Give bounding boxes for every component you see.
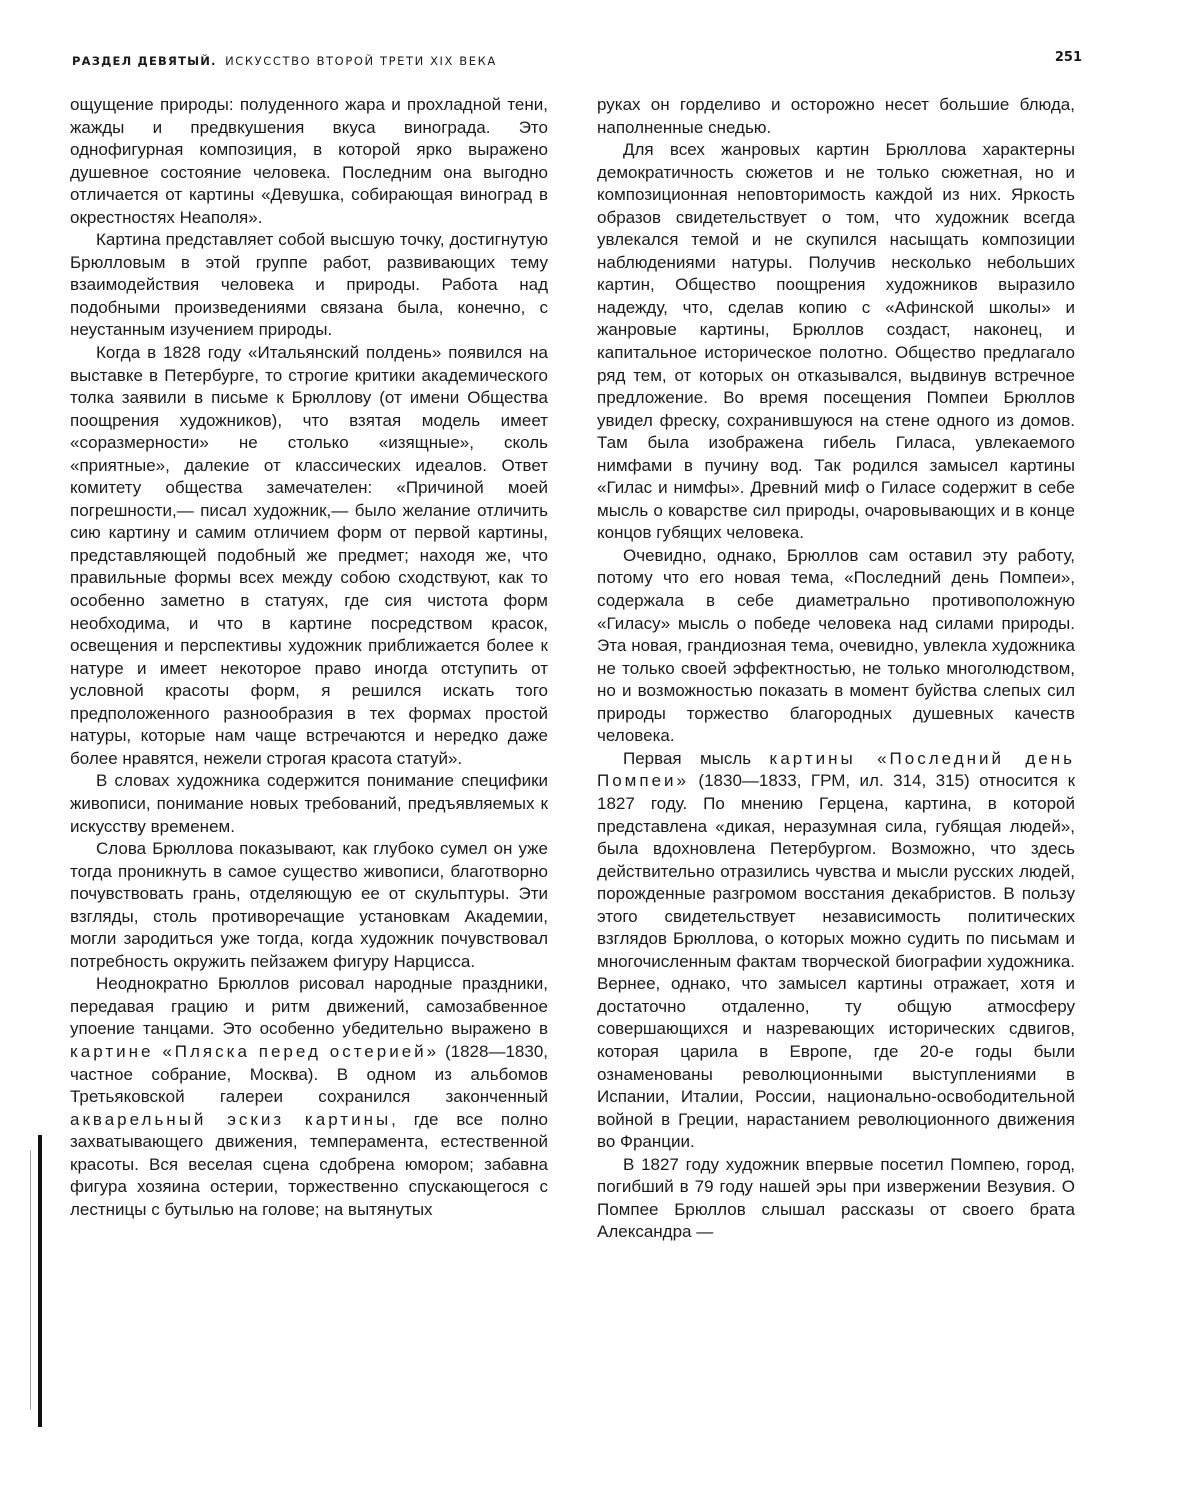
paragraph: Для всех жанровых картин Брюллова характерны демократичность сюжетов и не только сюжетная, но и композиционная неповторимость каждой из них. Яркость образов свидетельствует о том, что художник всегда увлекался темой и не скупился насыщать композиции наблюдениями натуры. Получив несколько небольших картин, Общество поощрения художников выразило надежду, что, сделав копию с «Афинской школы» и жанровые картины, Брюллов создаст, наконец, и капитальное историческое полотно. Общество предлагало ряд тем, от которых он отказывался, выдвинув встречное предложение. Во время посещения Помпеи Брюллов увидел фреску, сохранившуюся на стене одного из домов. Там была изображена гибель Гиласа, увлекаемого нимфами в пучину вод. Так родился замысел картины «Гилас и нимфы». Древний миф о Гиласе содержит в себе мысль о коварстве сил природы, очаровывающих и в конце концов губящих человека. — [597, 140, 1075, 543]
paragraph: В 1827 году художник впервые посетил Помпею, город, погибший в 79 году нашей эры при извержении Везувия. О Помпее Брюллов слышал рассказы от своего брата Александра — — [597, 1154, 1075, 1242]
margin-rule-thin — [30, 1150, 31, 1410]
paragraph-text: , где все полно захватывающего движения, темперамента, естественной красоты. Вся веселая сцена сдобрена юмором; забавна фигура хозяина остерии, торжественно спускающегося с лестницы с бутылью на голове; на вытянутых — [70, 1109, 548, 1219]
paragraph: руках он горделиво и осторожно несет большие блюда, наполненные снедью. — [597, 95, 1075, 137]
emphasized-title: картины «Последний день Помпеи» — [597, 748, 1075, 791]
paragraph: Очевидно, однако, Брюллов сам оставил эту работу, потому что его новая тема, «Последний день Помпеи», содержала в себе диаметрально противоположную «Гиласу» мысль о победе человека над силами природы. Эта новая, грандиозная тема, очевидно, увлекла художника не только своей эффектностью, не только многолюдством, но и возможностью показать в момент буйства слепых сил природы торжество благородных душевных качеств человека. — [597, 545, 1075, 746]
left-text-column — [70, 94, 548, 1221]
emphasized-title: картине «Пляска перед остерией» — [70, 1041, 440, 1061]
margin-rule — [38, 1135, 42, 1427]
emphasized-title: акварельный эскиз картины — [70, 1109, 392, 1129]
paragraph: В словах художника содержится понимание специфики живописи, понимание новых требований, предъявляемых к искусству временем. — [70, 771, 548, 836]
section-title: РАЗДЕЛ ДЕВЯТЫЙ. — [72, 54, 217, 68]
paragraph — [70, 973, 548, 1221]
running-head — [72, 52, 1082, 74]
page-number: 251 — [1054, 50, 1082, 65]
paragraph: Картина представляет собой высшую точку, достигнутую Брюлловым в этой группе работ, развивающих тему взаимодействия человека и природы. Работа над подобными произведениями связана была, конечно, с неустанным изучением природы. — [70, 230, 548, 340]
right-text-column — [597, 94, 1075, 1244]
paragraph — [597, 748, 1075, 1154]
section-subtitle: ИСКУССТВО ВТОРОЙ ТРЕТИ XIX ВЕКА — [225, 54, 497, 68]
paragraph: Когда в 1828 году «Итальянский полдень» появился на выставке в Петербурге, то строгие критики академического толка заявили в письме к Брюллову (от имени Общества поощрения художников), что взятая модель имеет «соразмерности» не столько «изящные», сколь «приятные», далекие от классических идеалов. Ответ комитету общества замечателен: «Причиной моей погрешности,— писал художник,— было желание отличить сию картину и самим отличием форм от первой картины, представляющей подобный же предмет; находя же, что правильные формы всех между собою сходствуют, как то особенно заметно в статуях, где сия чистота форм необходима, и что в картине посредством красок, освещения и перспективы художник приближается более к натуре и имеет некоторое право иногда отступить от условной красоты форм, я решился искать того предположенного разнообразия в тех формах простой натуры, которые нам чаще встречаются и нередко даже более нравятся, нежели строгая красота статуй». — [70, 343, 548, 768]
paragraph: ощущение природы: полуденного жара и прохладной тени, жажды и предвкушения вкуса винограда. Это однофигурная композиция, в которой ярко выражено душевное состояние человека. Последним она выгодно отличается от картины «Девушка, собирающая виноград в окрестностях Неаполя». — [70, 95, 548, 227]
paragraph-text: Первая мысль — [623, 748, 770, 768]
paragraph: Слова Брюллова показывают, как глубоко сумел он уже тогда проникнуть в самое существо живописи, благотворно почувствовать грань, отделяющую ее от скульптуры. Эти взгляды, столь противоречащие установкам Академии, могли зародиться уже тогда, когда художник почувствовал потребность окружить пейзажем фигуру Нарцисса. — [70, 839, 548, 971]
paragraph-text: Неоднократно Брюллов рисовал народные праздники, передавая грацию и ритм движений, самозабвенное упоение танцами. Это особенно убедительно выражено в — [70, 974, 548, 1039]
paragraph-text: (1830—1833, ГРМ, ил. 314, 315) относится к 1827 году. По мнению Герцена, картина, в которой представлена «дикая, неразумная сила, губящая людей», была вдохновлена Петербургом. Возможно, что здесь действительно отразились чувства и мысли русских людей, порожденные разгромом восстания декабристов. В пользу этого свидетельствует независимость политических взглядов Брюллова, о которых можно судить по письмам и многочисленным фактам творческой биографии художника. Вернее, однако, что замысел картины отражает, хотя и достаточно отдаленно, ту общую атмосферу совершающихся и назревающих исторических сдвигов, которая царила в Европе, где 20-е годы были ознаменованы революционными выступлениями в Испании, Италии, России, национально-освободительной войной в Греции, нарастанием революционного движения во Франции. — [597, 771, 1075, 1152]
paragraph-text: (1828—1830, частное собрание, Москва). В одном из альбомов Третьяковской галереи сохранился законченный — [70, 1041, 548, 1107]
